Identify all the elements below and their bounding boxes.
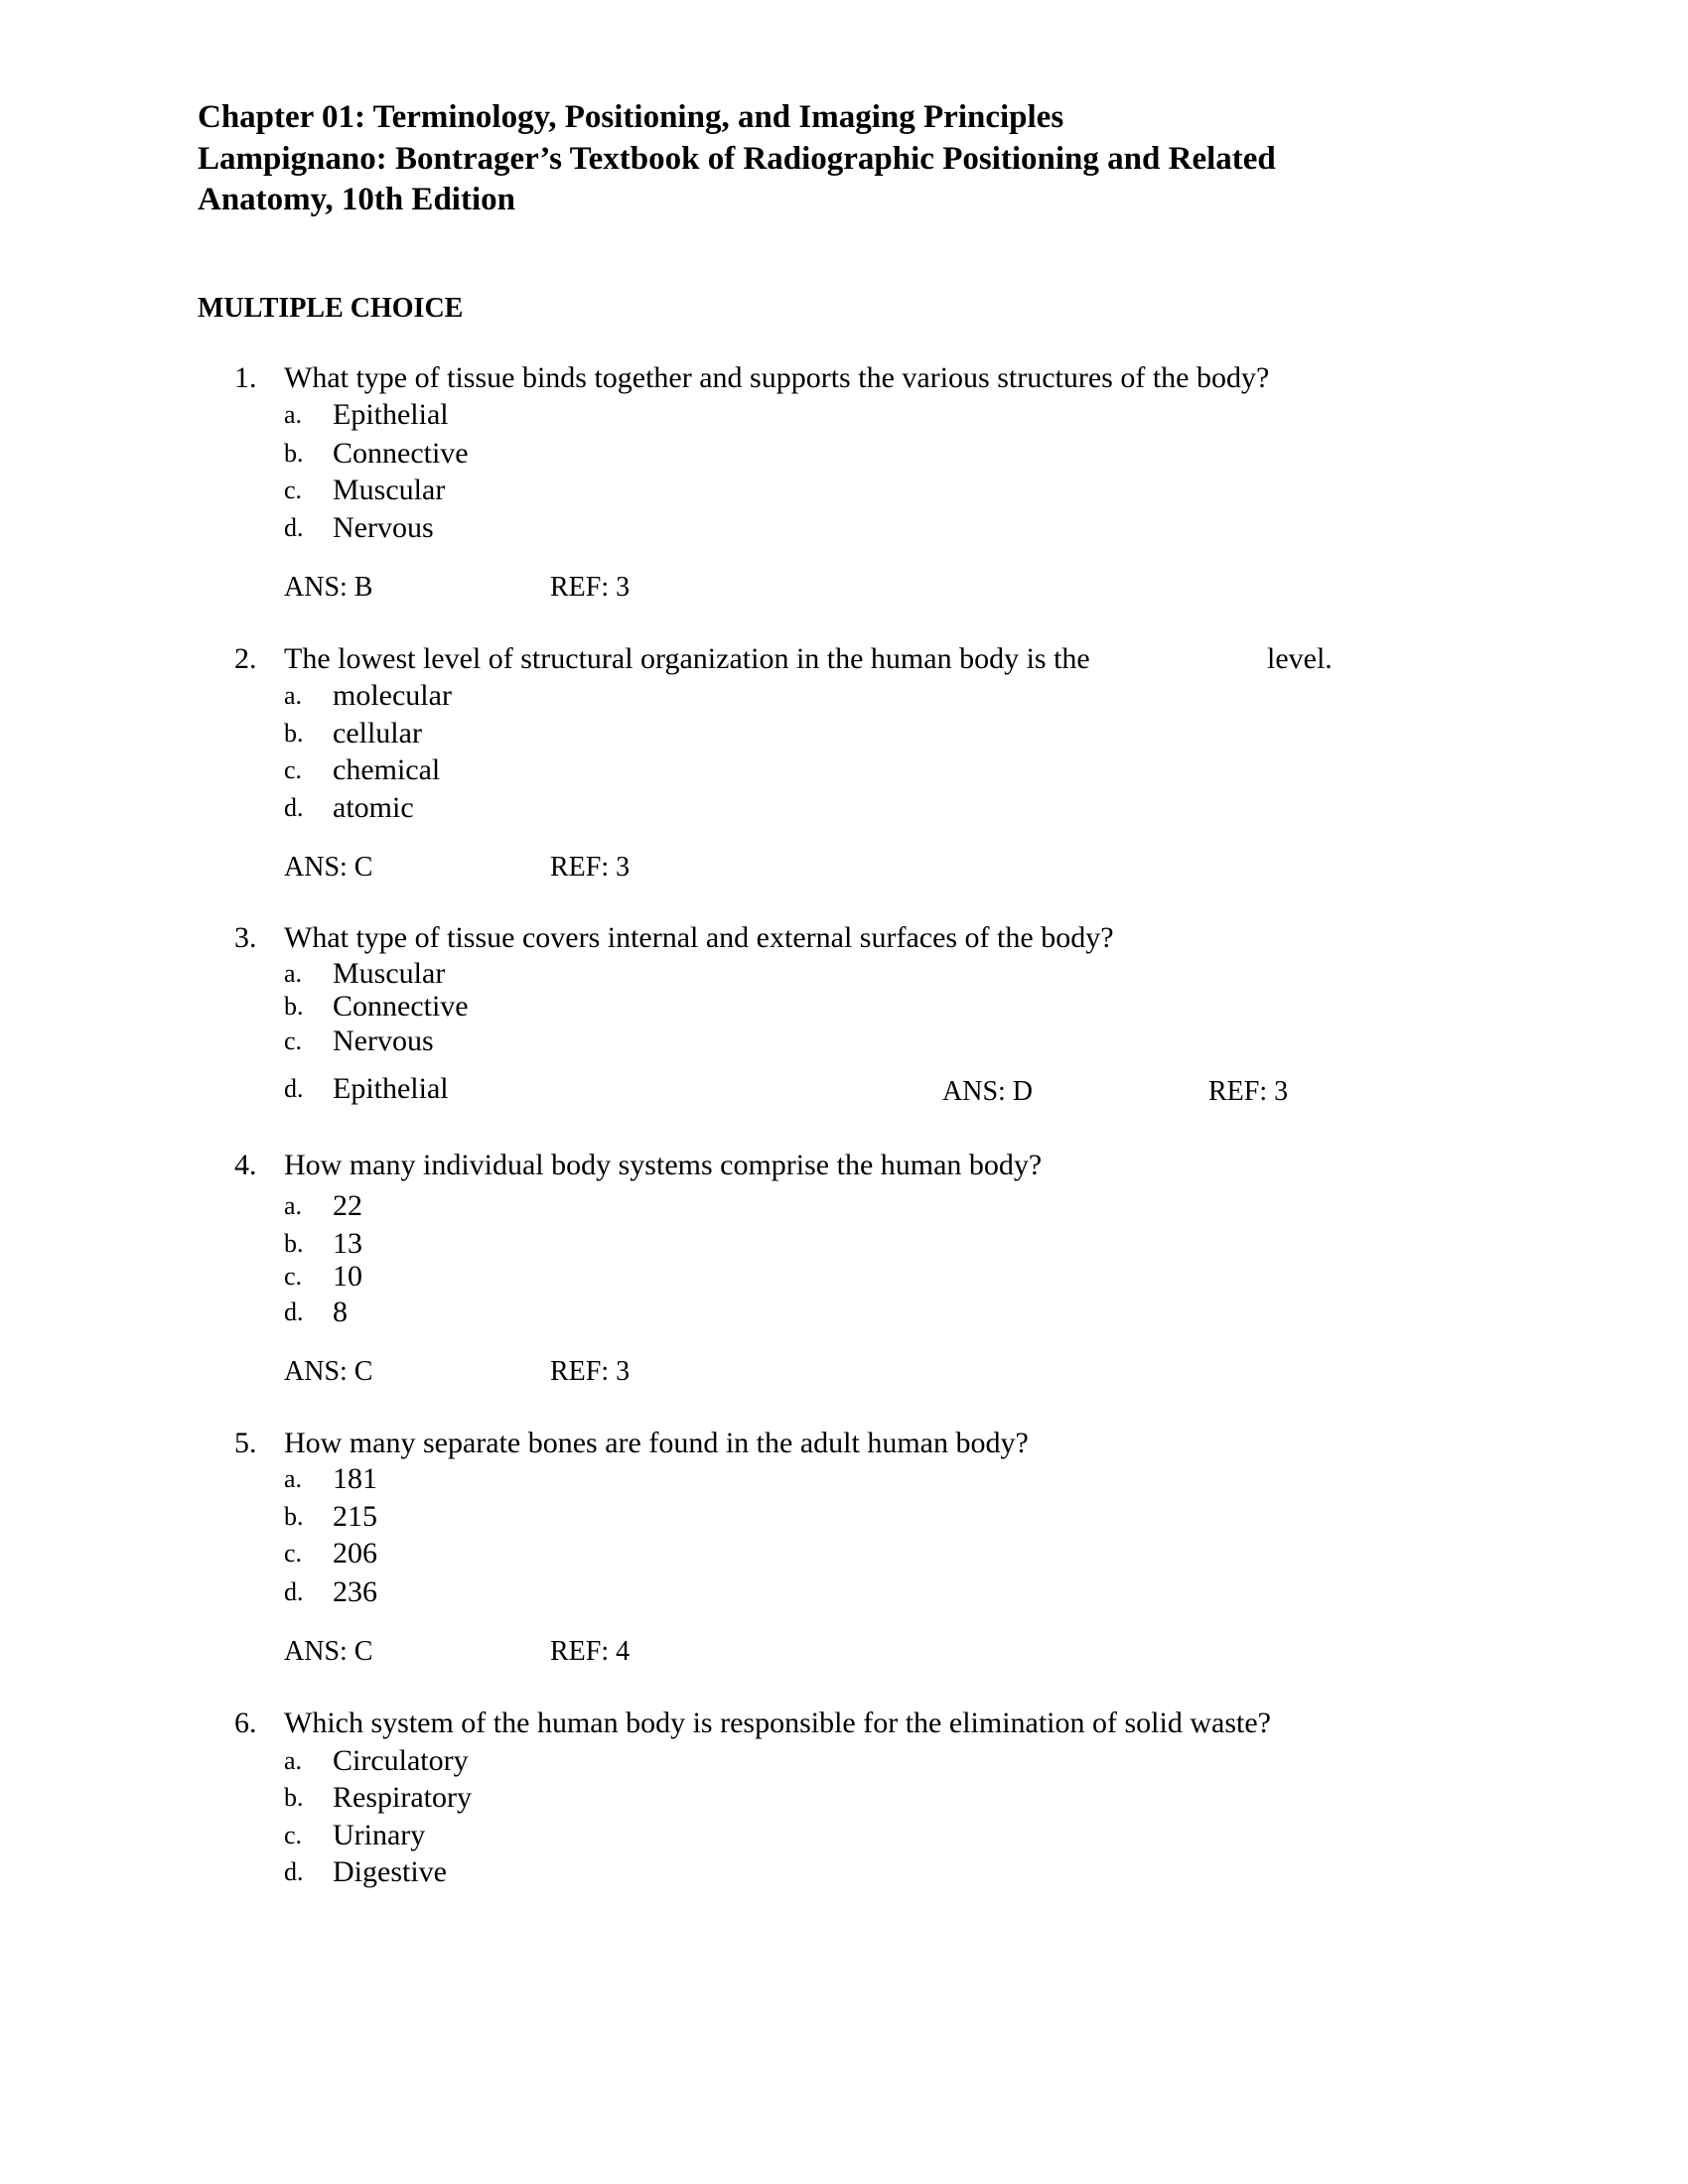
option-text: 215 (333, 1500, 377, 1533)
option-letter: b. (284, 439, 304, 468)
option-letter: a. (284, 400, 303, 429)
option-text: molecular (333, 679, 452, 712)
option-letter: c. (284, 1026, 303, 1055)
option-text: 10 (333, 1260, 362, 1293)
option-text: 22 (333, 1189, 362, 1222)
option-text: Circulatory (333, 1744, 469, 1777)
option-letter: c. (284, 755, 303, 784)
page-reference: REF: 3 (550, 572, 631, 603)
option-letter: d. (284, 793, 304, 822)
book-title: Lampignano: Bontrager’s Textbook of Radiographic Positioning and Related (198, 141, 1276, 177)
option-letter: a. (284, 1464, 303, 1493)
question-text: The lowest level of structural organization in the human body is the (284, 642, 1090, 675)
option-letter: c. (284, 1262, 303, 1291)
option-letter: c. (284, 476, 303, 504)
option-letter: b. (284, 992, 304, 1021)
page-reference: REF: 3 (550, 1356, 631, 1387)
question-text: What type of tissue covers internal and external surfaces of the body? (284, 921, 1114, 954)
option-letter: d. (284, 1577, 304, 1606)
option-text: 206 (333, 1537, 377, 1570)
option-letter: b. (284, 1783, 304, 1812)
question-number: 4. (234, 1149, 257, 1181)
question-text: Which system of the human body is responsible for the elimination of solid waste? (284, 1706, 1271, 1739)
page-reference: REF: 3 (550, 852, 631, 883)
question-text: How many separate bones are found in the adult human body? (284, 1427, 1029, 1459)
page-reference: REF: 4 (550, 1636, 631, 1667)
chapter-title: Chapter 01: Terminology, Positioning, and Imaging Principles (198, 99, 1064, 135)
option-text: Epithelial (333, 398, 449, 431)
option-text: cellular (333, 717, 422, 750)
option-text: chemical (333, 753, 441, 786)
book-title-continued: Anatomy, 10th Edition (198, 182, 515, 217)
option-text: Respiratory (333, 1781, 472, 1814)
answer-key: ANS: C (284, 1636, 373, 1667)
answer-key: ANS: C (284, 852, 373, 883)
option-text: Connective (333, 990, 469, 1023)
option-text: Muscular (333, 957, 446, 990)
question-number: 2. (234, 642, 257, 675)
option-letter: c. (284, 1821, 303, 1849)
option-text: Muscular (333, 474, 446, 506)
option-text: Urinary (333, 1819, 426, 1851)
option-text: atomic (333, 791, 414, 824)
answer-key: ANS: C (284, 1356, 373, 1387)
option-text: Epithelial (333, 1072, 449, 1105)
question-number: 3. (234, 921, 257, 954)
option-text: 8 (333, 1296, 348, 1328)
option-letter: b. (284, 1229, 304, 1258)
answer-key: ANS: D (942, 1076, 1034, 1107)
option-letter: d. (284, 1074, 304, 1103)
question-text: What type of tissue binds together and supports the various structures of the body? (284, 361, 1270, 394)
option-text: 236 (333, 1575, 377, 1608)
question-number: 5. (234, 1427, 257, 1459)
option-text: Nervous (333, 1024, 434, 1057)
option-text: Connective (333, 437, 469, 470)
option-text: Nervous (333, 511, 434, 544)
page-reference: REF: 3 (1208, 1076, 1289, 1107)
question-number: 6. (234, 1706, 257, 1739)
option-letter: b. (284, 719, 304, 748)
answer-key: ANS: B (284, 572, 373, 603)
option-letter: a. (284, 1746, 303, 1775)
option-letter: a. (284, 959, 303, 988)
option-letter: d. (284, 513, 304, 542)
option-letter: c. (284, 1539, 303, 1568)
option-text: 13 (333, 1227, 362, 1260)
option-letter: b. (284, 1502, 304, 1531)
question-text: How many individual body systems comprise the human body? (284, 1149, 1043, 1181)
option-text: Digestive (333, 1855, 447, 1888)
question-number: 1. (234, 361, 257, 394)
option-text: 181 (333, 1462, 377, 1495)
question-text-end: level. (1267, 642, 1333, 675)
section-title: MULTIPLE CHOICE (198, 293, 464, 324)
option-letter: a. (284, 681, 303, 710)
option-letter: d. (284, 1857, 304, 1886)
option-letter: a. (284, 1191, 303, 1220)
option-letter: d. (284, 1297, 304, 1326)
